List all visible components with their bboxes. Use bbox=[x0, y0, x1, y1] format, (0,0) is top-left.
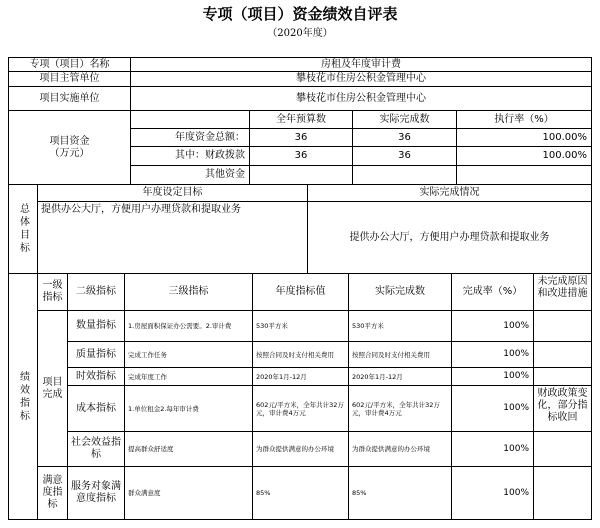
overall-set-text: 提供办公大厅，方便用户办理贷款和提取业务 bbox=[37, 201, 308, 274]
table-row-satisfaction-level3: 群众满意度 bbox=[124, 466, 253, 520]
table-row-time-level3: 完成年度工作 bbox=[124, 367, 253, 386]
perf-group-output: 项目完成 bbox=[37, 310, 68, 467]
dept-label: 项目主管单位 bbox=[8, 71, 131, 87]
perf-col-target: 年度指标值 bbox=[252, 273, 349, 311]
table-row-social-rate: 100% bbox=[451, 431, 534, 467]
perf-col-level3: 三级指标 bbox=[124, 273, 253, 311]
impl-label: 项目实施单位 bbox=[8, 86, 131, 111]
funds-other-label: 其他资金 bbox=[130, 165, 250, 185]
page-title: 专项（项目）资金绩效自评表 bbox=[202, 5, 398, 23]
dept-value: 攀枝花市住房公积金管理中心 bbox=[130, 71, 592, 87]
table-row-time-rate: 100% bbox=[451, 367, 534, 386]
overall-col-actual: 实际完成情况 bbox=[307, 184, 592, 202]
overall-col-set: 年度设定目标 bbox=[37, 184, 308, 202]
table-row-social-target: 为群众提供满意的办公环境 bbox=[252, 431, 349, 467]
table-row-time-target: 2020年1月-12月 bbox=[252, 367, 349, 386]
funds-fiscal-rate: 100.00% bbox=[456, 146, 592, 166]
page-year: （2020年度） bbox=[267, 28, 333, 39]
funds-total-budget: 36 bbox=[249, 128, 353, 147]
table-row-quality-rate: 100% bbox=[451, 341, 534, 368]
table-row-cost-reason: 财政政策变化，部分指标收回 bbox=[533, 385, 592, 432]
table-row-quality-target: 按照合同及时支付相关费用 bbox=[252, 341, 349, 368]
table-row-quantity-actual: 530平方米 bbox=[348, 310, 452, 342]
perf-col-actual: 实际完成数 bbox=[348, 273, 452, 311]
perf-col-level1: 一级指标 bbox=[37, 273, 68, 311]
perf-group-satisfaction: 满意度指标 bbox=[37, 466, 68, 520]
table-row-cost-target: 602元/平方米，全年共计32万元，审计费4万元 bbox=[252, 385, 349, 432]
table-row-satisfaction-target: 85% bbox=[252, 466, 349, 520]
funds-col-actual: 实际完成数 bbox=[352, 110, 457, 129]
funds-col-budget: 全年预算数 bbox=[249, 110, 353, 129]
table-row-quality-level3: 完成工作任务 bbox=[124, 341, 253, 368]
perf-col-level2: 二级指标 bbox=[67, 273, 125, 311]
overall-actual-text: 提供办公大厅，方便用户办理贷款和提取业务 bbox=[307, 201, 592, 274]
funds-other-rate bbox=[456, 165, 592, 185]
perf-col-reason: 未完成原因和改进措施 bbox=[533, 273, 592, 311]
overall-goal-label: 总体目标 bbox=[8, 184, 38, 274]
project-name-label: 专项（项目）名称 bbox=[8, 57, 131, 72]
table-row-cost-actual: 602元/平方米，全年共计32万元，审计费4万元 bbox=[348, 385, 452, 432]
funds-label: 项目资金 （万元） bbox=[8, 110, 131, 185]
table-row-social-level2: 社会效益指标 bbox=[67, 431, 125, 467]
funds-total-label: 年度资金总额： bbox=[130, 128, 250, 147]
table-row-quality-reason bbox=[533, 341, 592, 368]
table-row-cost-level3: 1.单位租金2.每年审计费 bbox=[124, 385, 253, 432]
table-row-quantity-rate: 100% bbox=[451, 310, 534, 342]
table-row-quantity-target: 530平方米 bbox=[252, 310, 349, 342]
impl-value: 攀枝花市住房公积金管理中心 bbox=[130, 86, 592, 111]
perf-col-rate: 完成率（%） bbox=[451, 273, 534, 311]
table-row-social-reason bbox=[533, 431, 592, 467]
funds-other-actual bbox=[352, 165, 457, 185]
table-row-social-level3: 提高群众舒适度 bbox=[124, 431, 253, 467]
table-row-cost-level2: 成本指标 bbox=[67, 385, 125, 432]
table-row-satisfaction-level2: 服务对象满意度指标 bbox=[67, 466, 125, 520]
table-row-satisfaction-reason bbox=[533, 466, 592, 520]
table-row-satisfaction-rate: 100% bbox=[451, 466, 534, 520]
table-row-time-actual: 2020年1月-12月 bbox=[348, 367, 452, 386]
table-row-social-actual: 为群众提供满意的办公环境 bbox=[348, 431, 452, 467]
table-row-time-reason bbox=[533, 367, 592, 386]
funds-col-rate: 执行率（%） bbox=[456, 110, 592, 129]
performance-label: 绩效指标 bbox=[8, 273, 38, 520]
funds-fiscal-label: 其中：财政拨款 bbox=[130, 146, 250, 166]
table-row-quantity-level3: 1.房屋面积保证办公需要。2.审计费 bbox=[124, 310, 253, 342]
funds-header-blank bbox=[130, 110, 250, 129]
funds-fiscal-actual: 36 bbox=[352, 146, 457, 166]
table-row-time-level2: 时效指标 bbox=[67, 367, 125, 386]
project-name-value: 房租及年度审计费 bbox=[130, 57, 592, 72]
funds-fiscal-budget: 36 bbox=[249, 146, 353, 166]
table-row-quality-actual: 按照合同及时支付相关费用 bbox=[348, 341, 452, 368]
table-row-quantity-reason bbox=[533, 310, 592, 342]
table-row-satisfaction-actual: 85% bbox=[348, 466, 452, 520]
funds-total-actual: 36 bbox=[352, 128, 457, 147]
funds-total-rate: 100.00% bbox=[456, 128, 592, 147]
table-row-quantity-level2: 数量指标 bbox=[67, 310, 125, 342]
table-row-quality-level2: 质量指标 bbox=[67, 341, 125, 368]
table-row-cost-rate: 100% bbox=[451, 385, 534, 432]
funds-other-budget bbox=[249, 165, 353, 185]
